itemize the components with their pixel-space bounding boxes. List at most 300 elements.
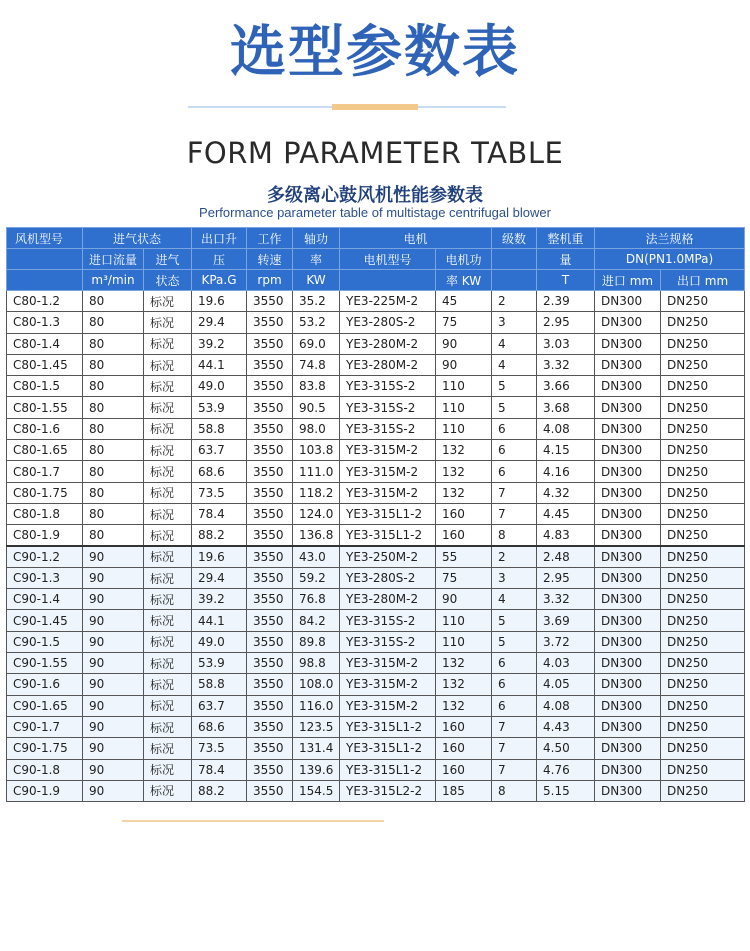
cell-weight: 4.16 xyxy=(537,461,595,482)
header-inlet-flow-line2: m³/min xyxy=(83,270,144,291)
cell-motor-model: YE3-315S-2 xyxy=(340,397,436,418)
cell-flange-out: DN250 xyxy=(661,653,745,674)
cell-speed: 3550 xyxy=(247,333,293,354)
header-inlet-flow-line1: 进口流量 xyxy=(83,249,144,270)
cell-model: C90-1.6 xyxy=(7,674,83,695)
cell-model: C90-1.55 xyxy=(7,653,83,674)
cell-flange-out: DN250 xyxy=(661,525,745,546)
cell-intake-state: 标况 xyxy=(144,333,192,354)
cell-shaft-power: 76.8 xyxy=(293,589,340,610)
table-row xyxy=(7,440,745,461)
cell-motor-power: 160 xyxy=(436,716,492,737)
cell-motor-power: 75 xyxy=(436,312,492,333)
table-row xyxy=(7,695,745,716)
cell-weight: 3.69 xyxy=(537,610,595,631)
cell-flange-in: DN300 xyxy=(595,631,661,652)
cell-motor-power: 55 xyxy=(436,546,492,567)
cell-flange-in: DN300 xyxy=(595,397,661,418)
cell-inlet-flow: 90 xyxy=(83,546,144,567)
cell-motor-power: 110 xyxy=(436,610,492,631)
header-outlet-line2: 压 xyxy=(192,249,247,270)
table-row xyxy=(7,631,745,652)
cell-flange-in: DN300 xyxy=(595,716,661,737)
cell-intake-state: 标况 xyxy=(144,354,192,375)
header-shaft-line2: 率 xyxy=(293,249,340,270)
cell-intake-state: 标况 xyxy=(144,440,192,461)
cell-weight: 3.72 xyxy=(537,631,595,652)
cell-flange-out: DN250 xyxy=(661,312,745,333)
header-flange-in: 进口 mm xyxy=(595,270,661,291)
cell-stages: 7 xyxy=(492,716,537,737)
cell-intake-state: 标况 xyxy=(144,397,192,418)
cell-flange-in: DN300 xyxy=(595,291,661,312)
cell-weight: 4.08 xyxy=(537,695,595,716)
cell-model: C90-1.75 xyxy=(7,738,83,759)
header-weight-line1: 整机重 xyxy=(537,228,595,249)
cell-outlet-pressure: 88.2 xyxy=(192,780,247,801)
header-intake-line2: 状态 xyxy=(144,270,192,291)
table-row xyxy=(7,738,745,759)
cell-speed: 3550 xyxy=(247,589,293,610)
cell-motor-model: YE3-315L1-2 xyxy=(340,759,436,780)
cell-shaft-power: 90.5 xyxy=(293,397,340,418)
cell-inlet-flow: 90 xyxy=(83,567,144,588)
header-intake-line1: 进气 xyxy=(144,249,192,270)
cell-inlet-flow: 80 xyxy=(83,354,144,375)
cell-flange-in: DN300 xyxy=(595,376,661,397)
cell-flange-out: DN250 xyxy=(661,674,745,695)
cell-flange-in: DN300 xyxy=(595,780,661,801)
cell-speed: 3550 xyxy=(247,503,293,524)
cell-inlet-flow: 80 xyxy=(83,440,144,461)
cell-inlet-flow: 80 xyxy=(83,397,144,418)
table-row xyxy=(7,759,745,780)
cell-flange-out: DN250 xyxy=(661,759,745,780)
cell-stages: 3 xyxy=(492,567,537,588)
header-flange: 法兰规格 xyxy=(595,228,745,249)
header-speed-line2: 转速 xyxy=(247,249,293,270)
cell-stages: 5 xyxy=(492,610,537,631)
cell-shaft-power: 154.5 xyxy=(293,780,340,801)
cell-motor-power: 160 xyxy=(436,759,492,780)
cell-intake-state: 标况 xyxy=(144,525,192,546)
cell-flange-in: DN300 xyxy=(595,759,661,780)
cell-motor-power: 132 xyxy=(436,461,492,482)
cell-speed: 3550 xyxy=(247,291,293,312)
cell-shaft-power: 118.2 xyxy=(293,482,340,503)
cell-flange-in: DN300 xyxy=(595,738,661,759)
cell-motor-power: 160 xyxy=(436,525,492,546)
cell-shaft-power: 111.0 xyxy=(293,461,340,482)
header-weight-line2: 量 xyxy=(537,249,595,270)
table-row xyxy=(7,418,745,439)
cell-outlet-pressure: 58.8 xyxy=(192,674,247,695)
cell-outlet-pressure: 49.0 xyxy=(192,631,247,652)
cell-motor-model: YE3-315M-2 xyxy=(340,653,436,674)
cell-motor-power: 110 xyxy=(436,418,492,439)
cell-outlet-pressure: 19.6 xyxy=(192,546,247,567)
cell-intake-state: 标况 xyxy=(144,738,192,759)
cell-motor-power: 160 xyxy=(436,503,492,524)
cell-outlet-pressure: 39.2 xyxy=(192,589,247,610)
cell-intake-state: 标况 xyxy=(144,567,192,588)
cell-shaft-power: 89.8 xyxy=(293,631,340,652)
cell-motor-power: 132 xyxy=(436,674,492,695)
cell-inlet-flow: 80 xyxy=(83,291,144,312)
cell-outlet-pressure: 73.5 xyxy=(192,482,247,503)
table-row xyxy=(7,716,745,737)
cell-inlet-flow: 90 xyxy=(83,610,144,631)
cell-inlet-flow: 80 xyxy=(83,376,144,397)
cell-flange-in: DN300 xyxy=(595,503,661,524)
cell-model: C80-1.5 xyxy=(7,376,83,397)
cell-shaft-power: 98.8 xyxy=(293,653,340,674)
cell-speed: 3550 xyxy=(247,695,293,716)
cell-motor-model: YE3-315S-2 xyxy=(340,418,436,439)
cell-speed: 3550 xyxy=(247,440,293,461)
cell-inlet-flow: 90 xyxy=(83,738,144,759)
cell-shaft-power: 53.2 xyxy=(293,312,340,333)
cell-inlet-flow: 80 xyxy=(83,312,144,333)
cell-speed: 3550 xyxy=(247,631,293,652)
cell-motor-model: YE3-280M-2 xyxy=(340,354,436,375)
table-header xyxy=(7,228,745,291)
cell-speed: 3550 xyxy=(247,461,293,482)
cell-weight: 4.32 xyxy=(537,482,595,503)
cell-flange-in: DN300 xyxy=(595,567,661,588)
cell-speed: 3550 xyxy=(247,525,293,546)
cell-motor-power: 110 xyxy=(436,376,492,397)
cell-weight: 3.03 xyxy=(537,333,595,354)
cell-inlet-flow: 80 xyxy=(83,503,144,524)
cell-speed: 3550 xyxy=(247,397,293,418)
cell-model: C80-1.45 xyxy=(7,354,83,375)
cell-weight: 2.48 xyxy=(537,546,595,567)
cell-outlet-pressure: 49.0 xyxy=(192,376,247,397)
cell-intake-state: 标况 xyxy=(144,716,192,737)
cell-shaft-power: 124.0 xyxy=(293,503,340,524)
cell-shaft-power: 35.2 xyxy=(293,291,340,312)
cell-stages: 6 xyxy=(492,440,537,461)
cell-outlet-pressure: 39.2 xyxy=(192,333,247,354)
cell-speed: 3550 xyxy=(247,610,293,631)
cell-model: C90-1.8 xyxy=(7,759,83,780)
cell-stages: 8 xyxy=(492,780,537,801)
cell-speed: 3550 xyxy=(247,653,293,674)
cell-stages: 6 xyxy=(492,418,537,439)
cell-motor-model: YE3-315M-2 xyxy=(340,461,436,482)
cell-inlet-flow: 80 xyxy=(83,418,144,439)
cell-flange-out: DN250 xyxy=(661,440,745,461)
cell-motor-model: YE3-315S-2 xyxy=(340,376,436,397)
cell-model: C90-1.4 xyxy=(7,589,83,610)
cell-inlet-flow: 90 xyxy=(83,780,144,801)
header-motor-model: 电机型号 xyxy=(340,249,436,270)
cell-speed: 3550 xyxy=(247,354,293,375)
cell-model: C80-1.8 xyxy=(7,503,83,524)
cell-model: C80-1.55 xyxy=(7,397,83,418)
cell-stages: 8 xyxy=(492,525,537,546)
cell-stages: 5 xyxy=(492,397,537,418)
cell-weight: 2.95 xyxy=(537,567,595,588)
cell-weight: 3.66 xyxy=(537,376,595,397)
cell-flange-out: DN250 xyxy=(661,333,745,354)
cell-intake-state: 标况 xyxy=(144,631,192,652)
cell-motor-model: YE3-315L2-2 xyxy=(340,780,436,801)
cell-intake-state: 标况 xyxy=(144,610,192,631)
cell-motor-power: 45 xyxy=(436,291,492,312)
cell-flange-out: DN250 xyxy=(661,738,745,759)
cell-model: C80-1.3 xyxy=(7,312,83,333)
table-row xyxy=(7,653,745,674)
table-row xyxy=(7,674,745,695)
cell-flange-out: DN250 xyxy=(661,291,745,312)
cell-outlet-pressure: 19.6 xyxy=(192,291,247,312)
table-row xyxy=(7,354,745,375)
table-row xyxy=(7,291,745,312)
cell-stages: 4 xyxy=(492,333,537,354)
cell-motor-power: 132 xyxy=(436,440,492,461)
cell-flange-in: DN300 xyxy=(595,695,661,716)
cell-model: C80-1.9 xyxy=(7,525,83,546)
cell-shaft-power: 98.0 xyxy=(293,418,340,439)
table-title-en: Performance parameter table of multistage centrifugal blower xyxy=(199,205,551,220)
cell-motor-power: 110 xyxy=(436,397,492,418)
header-flange-spec: DN(PN1.0MPa) xyxy=(595,249,745,270)
cell-flange-in: DN300 xyxy=(595,333,661,354)
cell-weight: 4.45 xyxy=(537,503,595,524)
table-row xyxy=(7,589,745,610)
cell-stages: 4 xyxy=(492,589,537,610)
cell-shaft-power: 84.2 xyxy=(293,610,340,631)
table-row xyxy=(7,503,745,524)
cell-intake-state: 标况 xyxy=(144,376,192,397)
cell-shaft-power: 131.4 xyxy=(293,738,340,759)
cell-intake-state: 标况 xyxy=(144,780,192,801)
cell-stages: 6 xyxy=(492,461,537,482)
cell-flange-out: DN250 xyxy=(661,716,745,737)
cell-shaft-power: 103.8 xyxy=(293,440,340,461)
cell-shaft-power: 108.0 xyxy=(293,674,340,695)
cell-speed: 3550 xyxy=(247,780,293,801)
header-motor: 电机 xyxy=(340,228,492,249)
cell-motor-power: 132 xyxy=(436,653,492,674)
cell-flange-out: DN250 xyxy=(661,418,745,439)
cell-motor-model: YE3-315L1-2 xyxy=(340,503,436,524)
cell-outlet-pressure: 58.8 xyxy=(192,418,247,439)
cell-outlet-pressure: 63.7 xyxy=(192,695,247,716)
cell-flange-out: DN250 xyxy=(661,589,745,610)
header-outlet-line3: KPa.G xyxy=(192,270,247,291)
cell-stages: 2 xyxy=(492,291,537,312)
cell-intake-state: 标况 xyxy=(144,589,192,610)
cell-speed: 3550 xyxy=(247,312,293,333)
cell-flange-out: DN250 xyxy=(661,461,745,482)
cell-motor-model: YE3-225M-2 xyxy=(340,291,436,312)
cell-flange-in: DN300 xyxy=(595,312,661,333)
cell-motor-model: YE3-315S-2 xyxy=(340,631,436,652)
cell-stages: 7 xyxy=(492,738,537,759)
cell-flange-out: DN250 xyxy=(661,567,745,588)
cell-flange-in: DN300 xyxy=(595,525,661,546)
table-row xyxy=(7,397,745,418)
english-title: FORM PARAMETER TABLE xyxy=(186,136,564,170)
cell-speed: 3550 xyxy=(247,482,293,503)
table-title-cn: 多级离心鼓风机性能参数表 xyxy=(267,185,483,206)
cell-flange-out: DN250 xyxy=(661,546,745,567)
cell-flange-in: DN300 xyxy=(595,546,661,567)
cell-inlet-flow: 80 xyxy=(83,333,144,354)
cell-intake-state: 标况 xyxy=(144,312,192,333)
cell-intake-state: 标况 xyxy=(144,674,192,695)
cell-outlet-pressure: 73.5 xyxy=(192,738,247,759)
cell-flange-in: DN300 xyxy=(595,482,661,503)
cell-model: C80-1.4 xyxy=(7,333,83,354)
cell-stages: 4 xyxy=(492,354,537,375)
cell-outlet-pressure: 63.7 xyxy=(192,440,247,461)
cell-weight: 4.08 xyxy=(537,418,595,439)
table-row xyxy=(7,482,745,503)
cell-flange-out: DN250 xyxy=(661,376,745,397)
cell-motor-model: YE3-250M-2 xyxy=(340,546,436,567)
header-stages: 级数 xyxy=(492,228,537,249)
cell-inlet-flow: 90 xyxy=(83,674,144,695)
cell-outlet-pressure: 53.9 xyxy=(192,653,247,674)
cell-shaft-power: 74.8 xyxy=(293,354,340,375)
cell-motor-power: 160 xyxy=(436,738,492,759)
cell-speed: 3550 xyxy=(247,674,293,695)
cell-stages: 7 xyxy=(492,482,537,503)
cell-weight: 4.43 xyxy=(537,716,595,737)
cell-speed: 3550 xyxy=(247,759,293,780)
cell-intake-state: 标况 xyxy=(144,546,192,567)
cell-stages: 7 xyxy=(492,503,537,524)
cell-flange-out: DN250 xyxy=(661,631,745,652)
cell-outlet-pressure: 88.2 xyxy=(192,525,247,546)
cell-outlet-pressure: 29.4 xyxy=(192,312,247,333)
cell-outlet-pressure: 44.1 xyxy=(192,610,247,631)
cell-flange-out: DN250 xyxy=(661,482,745,503)
cell-motor-power: 132 xyxy=(436,482,492,503)
cell-weight: 4.15 xyxy=(537,440,595,461)
cell-weight: 4.05 xyxy=(537,674,595,695)
cell-speed: 3550 xyxy=(247,567,293,588)
cell-motor-power: 90 xyxy=(436,589,492,610)
cell-shaft-power: 136.8 xyxy=(293,525,340,546)
header-speed-line1: 工作 xyxy=(247,228,293,249)
cell-motor-power: 90 xyxy=(436,354,492,375)
bottom-accent-rule xyxy=(122,820,384,822)
cell-weight: 4.83 xyxy=(537,525,595,546)
cell-model: C80-1.2 xyxy=(7,291,83,312)
cell-model: C90-1.3 xyxy=(7,567,83,588)
table-row xyxy=(7,525,745,546)
cell-stages: 5 xyxy=(492,376,537,397)
cell-motor-power: 90 xyxy=(436,333,492,354)
cell-flange-in: DN300 xyxy=(595,461,661,482)
header-flange-out: 出口 mm xyxy=(661,270,745,291)
table-row xyxy=(7,376,745,397)
cell-model: C80-1.75 xyxy=(7,482,83,503)
cell-flange-out: DN250 xyxy=(661,354,745,375)
table-row xyxy=(7,610,745,631)
header-intake-state: 进气状态 xyxy=(83,228,192,249)
cell-inlet-flow: 90 xyxy=(83,589,144,610)
cell-flange-in: DN300 xyxy=(595,610,661,631)
table-row xyxy=(7,461,745,482)
cell-intake-state: 标况 xyxy=(144,503,192,524)
cell-outlet-pressure: 53.9 xyxy=(192,397,247,418)
cell-intake-state: 标况 xyxy=(144,291,192,312)
cell-motor-power: 132 xyxy=(436,695,492,716)
cell-motor-model: YE3-280M-2 xyxy=(340,589,436,610)
cell-weight: 4.03 xyxy=(537,653,595,674)
cell-model: C90-1.9 xyxy=(7,780,83,801)
cell-intake-state: 标况 xyxy=(144,461,192,482)
cell-shaft-power: 69.0 xyxy=(293,333,340,354)
cell-outlet-pressure: 68.6 xyxy=(192,716,247,737)
header-speed-line3: rpm xyxy=(247,270,293,291)
cell-weight: 4.76 xyxy=(537,759,595,780)
cell-flange-out: DN250 xyxy=(661,397,745,418)
cell-stages: 6 xyxy=(492,653,537,674)
cell-motor-model: YE3-315M-2 xyxy=(340,482,436,503)
cell-flange-in: DN300 xyxy=(595,653,661,674)
cell-model: C90-1.65 xyxy=(7,695,83,716)
cell-inlet-flow: 80 xyxy=(83,461,144,482)
cell-stages: 2 xyxy=(492,546,537,567)
cell-speed: 3550 xyxy=(247,716,293,737)
cell-motor-power: 110 xyxy=(436,631,492,652)
cell-shaft-power: 59.2 xyxy=(293,567,340,588)
cell-model: C80-1.6 xyxy=(7,418,83,439)
cell-model: C90-1.45 xyxy=(7,610,83,631)
cell-flange-in: DN300 xyxy=(595,354,661,375)
table-row xyxy=(7,333,745,354)
cell-inlet-flow: 90 xyxy=(83,716,144,737)
table-row xyxy=(7,780,745,801)
cell-intake-state: 标况 xyxy=(144,418,192,439)
cell-inlet-flow: 80 xyxy=(83,525,144,546)
cell-weight: 2.39 xyxy=(537,291,595,312)
cell-model: C90-1.5 xyxy=(7,631,83,652)
table-row xyxy=(7,567,745,588)
cell-flange-in: DN300 xyxy=(595,418,661,439)
cell-model: C90-1.7 xyxy=(7,716,83,737)
header-shaft-line3: KW xyxy=(293,270,340,291)
cell-motor-model: YE3-315L1-2 xyxy=(340,716,436,737)
header-shaft-line1: 轴功 xyxy=(293,228,340,249)
cell-stages: 5 xyxy=(492,631,537,652)
cell-motor-model: YE3-315M-2 xyxy=(340,440,436,461)
cell-speed: 3550 xyxy=(247,418,293,439)
table-body xyxy=(7,291,745,802)
header-motor-power-line2: 率 KW xyxy=(436,270,492,291)
header-weight-line3: T xyxy=(537,270,595,291)
header-model: 风机型号 xyxy=(7,228,83,249)
cell-model: C90-1.2 xyxy=(7,546,83,567)
table-row xyxy=(7,312,745,333)
cell-shaft-power: 116.0 xyxy=(293,695,340,716)
cell-shaft-power: 139.6 xyxy=(293,759,340,780)
cell-intake-state: 标况 xyxy=(144,759,192,780)
cell-motor-model: YE3-280S-2 xyxy=(340,312,436,333)
cell-weight: 4.50 xyxy=(537,738,595,759)
header-motor-power-line1: 电机功 xyxy=(436,249,492,270)
cell-weight: 3.32 xyxy=(537,589,595,610)
cell-weight: 2.95 xyxy=(537,312,595,333)
cell-inlet-flow: 90 xyxy=(83,759,144,780)
